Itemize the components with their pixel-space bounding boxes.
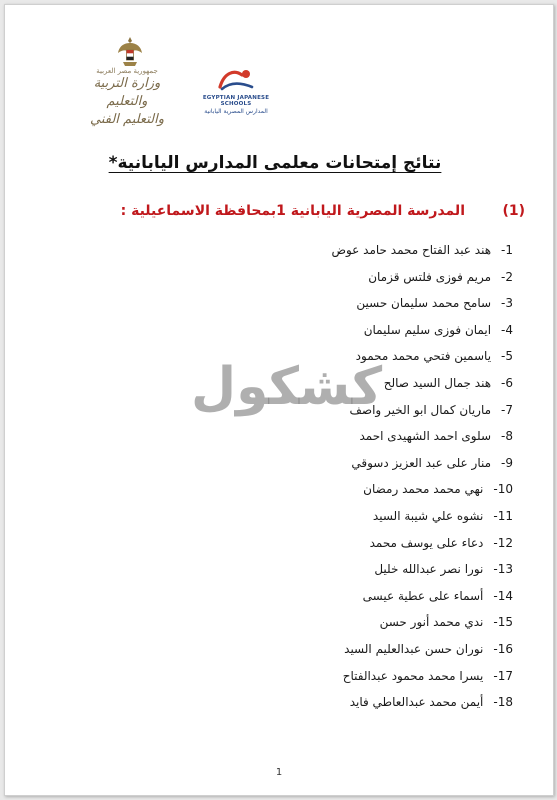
list-item xyxy=(213,583,513,610)
list-item xyxy=(213,317,513,344)
list-item-name: نوران حسن عبدالعليم السيد xyxy=(344,641,484,656)
list-item xyxy=(213,663,513,690)
document-page xyxy=(4,4,554,796)
list-item-name: أيمن محمد عبدالعاطي فايد xyxy=(349,695,484,710)
ejs-mark-icon xyxy=(216,65,256,93)
list-item xyxy=(213,689,513,716)
list-item xyxy=(213,264,513,291)
list-item-index: -12 xyxy=(493,535,513,550)
ejs-english-text: EGYPTIAN JAPANESE SCHOOLS xyxy=(202,95,270,107)
list-item-name: يسرا محمد محمود عبدالفتاح xyxy=(342,668,484,683)
list-item-index: -18 xyxy=(493,695,513,710)
list-item-index: -15 xyxy=(493,615,513,630)
watermark-logo xyxy=(191,357,382,417)
list-item xyxy=(213,290,513,317)
list-item-index: -9 xyxy=(501,455,513,470)
section-label: المدرسة المصرية اليابانية 1بمحافظة الاسماعيلية : xyxy=(120,203,465,219)
page-title: نتائج إمتحانات معلمى المدارس اليابانية* xyxy=(108,153,442,173)
list-item-name: سامح محمد سليمان حسين xyxy=(356,296,492,311)
list-item-name: دعاء على يوسف محمد xyxy=(369,535,484,550)
list-item-name: نشوه علي شيبة السيد xyxy=(372,508,484,523)
list-item-index: -4 xyxy=(501,322,513,337)
ministry-logo xyxy=(85,67,169,129)
list-item-index: -7 xyxy=(501,402,513,417)
section-number: (1) xyxy=(502,203,525,219)
list-item-index: -8 xyxy=(501,429,513,444)
list-item-name: هند جمال السيد صالح xyxy=(383,375,492,390)
watermark-text: كشكول xyxy=(191,357,383,417)
eagle-emblem-icon xyxy=(117,35,143,69)
list-item xyxy=(213,636,513,663)
list-item xyxy=(213,423,513,450)
list-item-name: أسماء على عطية عيسى xyxy=(362,588,484,603)
page-number: 1 xyxy=(275,767,283,778)
list-item-name: ندي محمد أنور حسن xyxy=(379,615,484,630)
list-item xyxy=(213,476,513,503)
list-item-name: منار على عبد العزيز دسوقي xyxy=(351,455,492,470)
list-item-name: هند عبد الفتاح محمد حامد عوض xyxy=(331,243,492,257)
list-item-index: -13 xyxy=(493,562,513,577)
ministry-line-2: والتعليم الفني xyxy=(90,112,164,127)
list-item xyxy=(213,530,513,557)
list-item-name: مريم فوزى فلتس قزمان xyxy=(368,269,492,284)
list-item-name: ماريان كمال ابو الخير واصف xyxy=(349,402,492,417)
list-item xyxy=(213,609,513,636)
ejs-logo xyxy=(191,65,281,115)
list-item-index: -16 xyxy=(493,641,513,656)
list-item-index: -5 xyxy=(501,349,513,364)
list-item-name: ايمان فوزى سليم سليمان xyxy=(363,322,492,337)
teachers-list xyxy=(213,237,513,716)
list-item-name: سلوى احمد الشهيدى احمد xyxy=(359,429,492,444)
list-item-name: ياسمين فتحي محمد محمود xyxy=(355,349,492,364)
list-item-name: نهي محمد محمد رمضان xyxy=(363,482,484,497)
list-item-index: -3 xyxy=(501,296,513,311)
section-heading xyxy=(65,201,525,225)
ministry-line-1: وزارة التربية والتعليم xyxy=(93,76,161,109)
list-item-index: -1 xyxy=(501,243,513,257)
list-item-index: -6 xyxy=(501,375,513,390)
list-item-index: -2 xyxy=(501,269,513,284)
ministry-country-text: جمهورية مصر العربية xyxy=(96,67,158,75)
list-item-index: -17 xyxy=(493,668,513,683)
list-item xyxy=(213,450,513,477)
list-item xyxy=(213,237,513,264)
list-item xyxy=(213,503,513,530)
list-item-index: -10 xyxy=(493,482,513,497)
list-item xyxy=(213,556,513,583)
ejs-arabic-text: المدارس المصرية اليابانية xyxy=(204,108,268,115)
list-item-name: نورا نصر عبدالله خليل xyxy=(374,562,484,577)
list-item-index: -14 xyxy=(493,588,513,603)
list-item-index: -11 xyxy=(493,508,513,523)
